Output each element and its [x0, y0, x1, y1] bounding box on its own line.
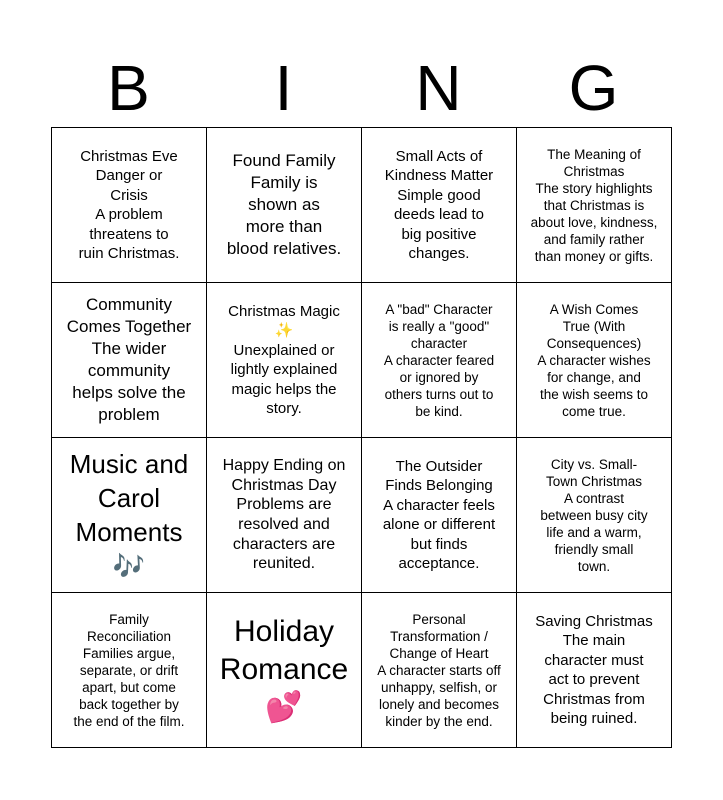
bingo-cell[interactable] [362, 438, 517, 593]
bingo-cell[interactable] [362, 283, 517, 438]
bingo-cell[interactable] [52, 593, 207, 748]
cell-text: Community Comes Together The wider community helps solve the problem [66, 295, 192, 424]
bingo-cell[interactable] [207, 438, 362, 593]
bingo-cell[interactable] [517, 283, 672, 438]
cell-text: Family Reconciliation Families argue, separate, or drift apart, but come back together by the end of the film. [73, 611, 185, 729]
header-letter-g: G [568, 52, 619, 124]
cell-text: A Wish Comes True (With Consequences) A character wishes for change, and the wish seems to come true. [537, 301, 651, 419]
bingo-cell[interactable] [207, 593, 362, 748]
cell-text: Happy Ending on Christmas Day Problems are resolved and characters are reunited. [222, 456, 346, 573]
bingo-cell[interactable] [207, 128, 362, 283]
cell-text: Small Acts of Kindness Matter Simple good deeds lead to big positive changes. [384, 147, 494, 262]
bingo-cell[interactable] [517, 128, 672, 283]
bingo-cell[interactable] [52, 283, 207, 438]
bingo-cell[interactable] [517, 593, 672, 748]
bingo-cell[interactable] [207, 283, 362, 438]
cell-text: The Outsider Finds Belonging A character feels alone or different but finds acceptance. [382, 457, 496, 572]
cell-text: Personal Transformation / Change of Heart A character starts off unhappy, selfish, or lonely and becomes kinder by the end. [377, 611, 501, 729]
header-letter-i: I [274, 52, 293, 124]
bingo-cell[interactable] [362, 593, 517, 748]
cell-text: Found Family Family is shown as more than blood relatives. [226, 151, 342, 258]
bingo-cell[interactable] [517, 438, 672, 593]
cell-text: Music and Carol Moments 🎶 [69, 449, 189, 581]
cell-text: A "bad" Character is really a "good" character A character feared or ignored by others turns out to be kind. [383, 301, 495, 419]
bingo-grid [51, 127, 672, 748]
cell-text: Saving Christmas The main character must act to prevent Christmas from being ruined. [535, 612, 653, 727]
header-letter-b: B [107, 52, 150, 124]
bingo-cell[interactable] [362, 128, 517, 283]
cell-text: Christmas Magic ✨ Unexplained or lightly explained magic helps the story. [228, 302, 340, 417]
bingo-header [51, 48, 671, 128]
cell-text: Holiday Romance 💕 [219, 615, 349, 724]
cell-text: The Meaning of Christmas The story highlights that Christmas is about love, kindness, and family rather than money or gifts. [530, 146, 658, 264]
cell-text: City vs. Small- Town Christmas A contrast between busy city life and a warm, friendly small town. [540, 456, 648, 574]
header-letter-n: N [415, 52, 462, 124]
bingo-cell[interactable] [52, 438, 207, 593]
cell-text: Christmas Eve Danger or Crisis A problem threatens to ruin Christmas. [78, 147, 180, 262]
bingo-cell[interactable] [52, 128, 207, 283]
